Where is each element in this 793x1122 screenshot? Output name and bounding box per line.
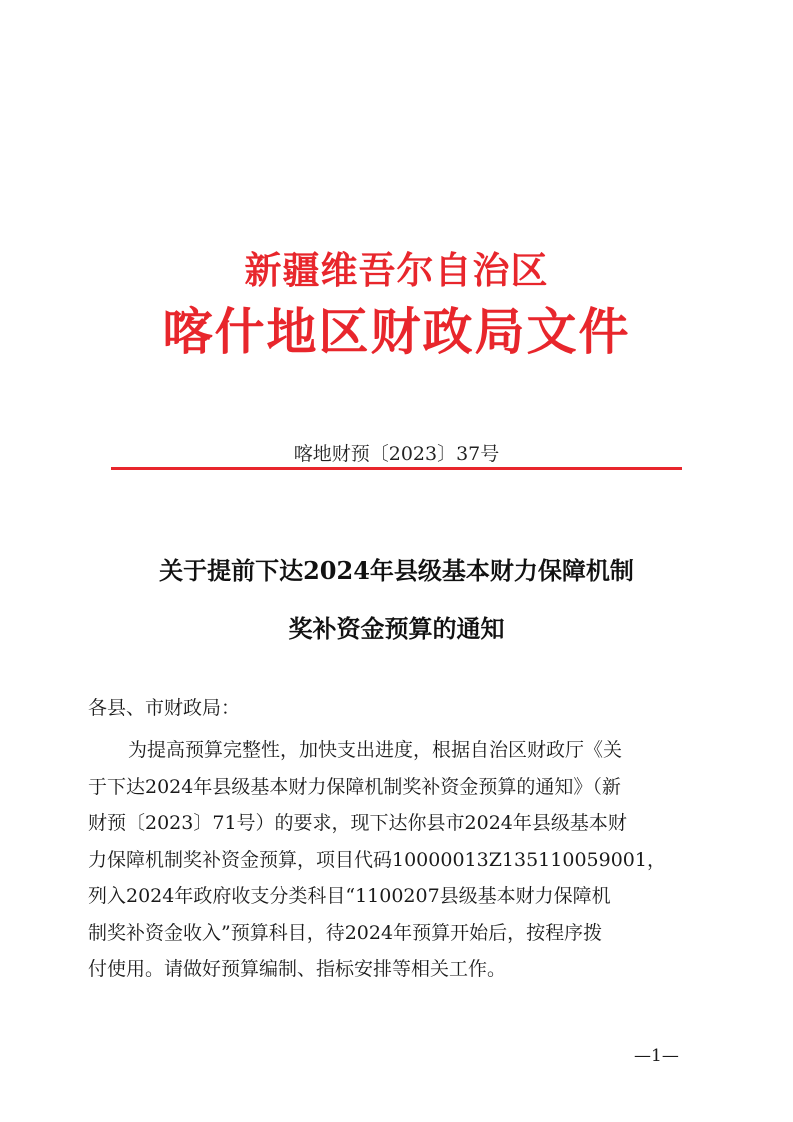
issuing-region: 新疆维吾尔自治区 xyxy=(244,248,549,292)
body-paragraph xyxy=(88,732,702,988)
body-line: 力保障机制奖补资金预算，项目代码10000013Z135110059001， xyxy=(88,848,666,871)
issuing-authority-title: 喀什地区财政局文件 xyxy=(162,302,631,361)
document-title-line-2: 奖补资金预算的通知 xyxy=(288,614,505,643)
document-title-line-1: 关于提前下达2024年县级基本财力保障机制 xyxy=(159,556,634,585)
red-separator-line xyxy=(111,467,682,470)
body-line: 制奖补资金收入”预算科目，待2024年预算开始后，按程序拨 xyxy=(88,921,603,944)
salutation: 各县、市财政局： xyxy=(88,697,241,719)
body-line: 财预〔2023〕71号）的要求，现下达你县市2024年县级基本财 xyxy=(88,812,627,834)
body-line: 付使用。请做好预算编制、指标安排等相关工作。 xyxy=(88,958,507,980)
page-number: —1— xyxy=(634,1046,679,1066)
body-line: 列入2024年政府收支分类科目“1100207县级基本财力保障机 xyxy=(88,885,611,907)
body-line: 于下达2024年县级基本财力保障机制奖补资金预算的通知》（新 xyxy=(88,775,621,798)
body-line: 为提高预算完整性，加快支出进度，根据自治区财政厅《关 xyxy=(128,739,623,761)
document-number: 喀地财预〔2023〕37号 xyxy=(293,443,500,465)
